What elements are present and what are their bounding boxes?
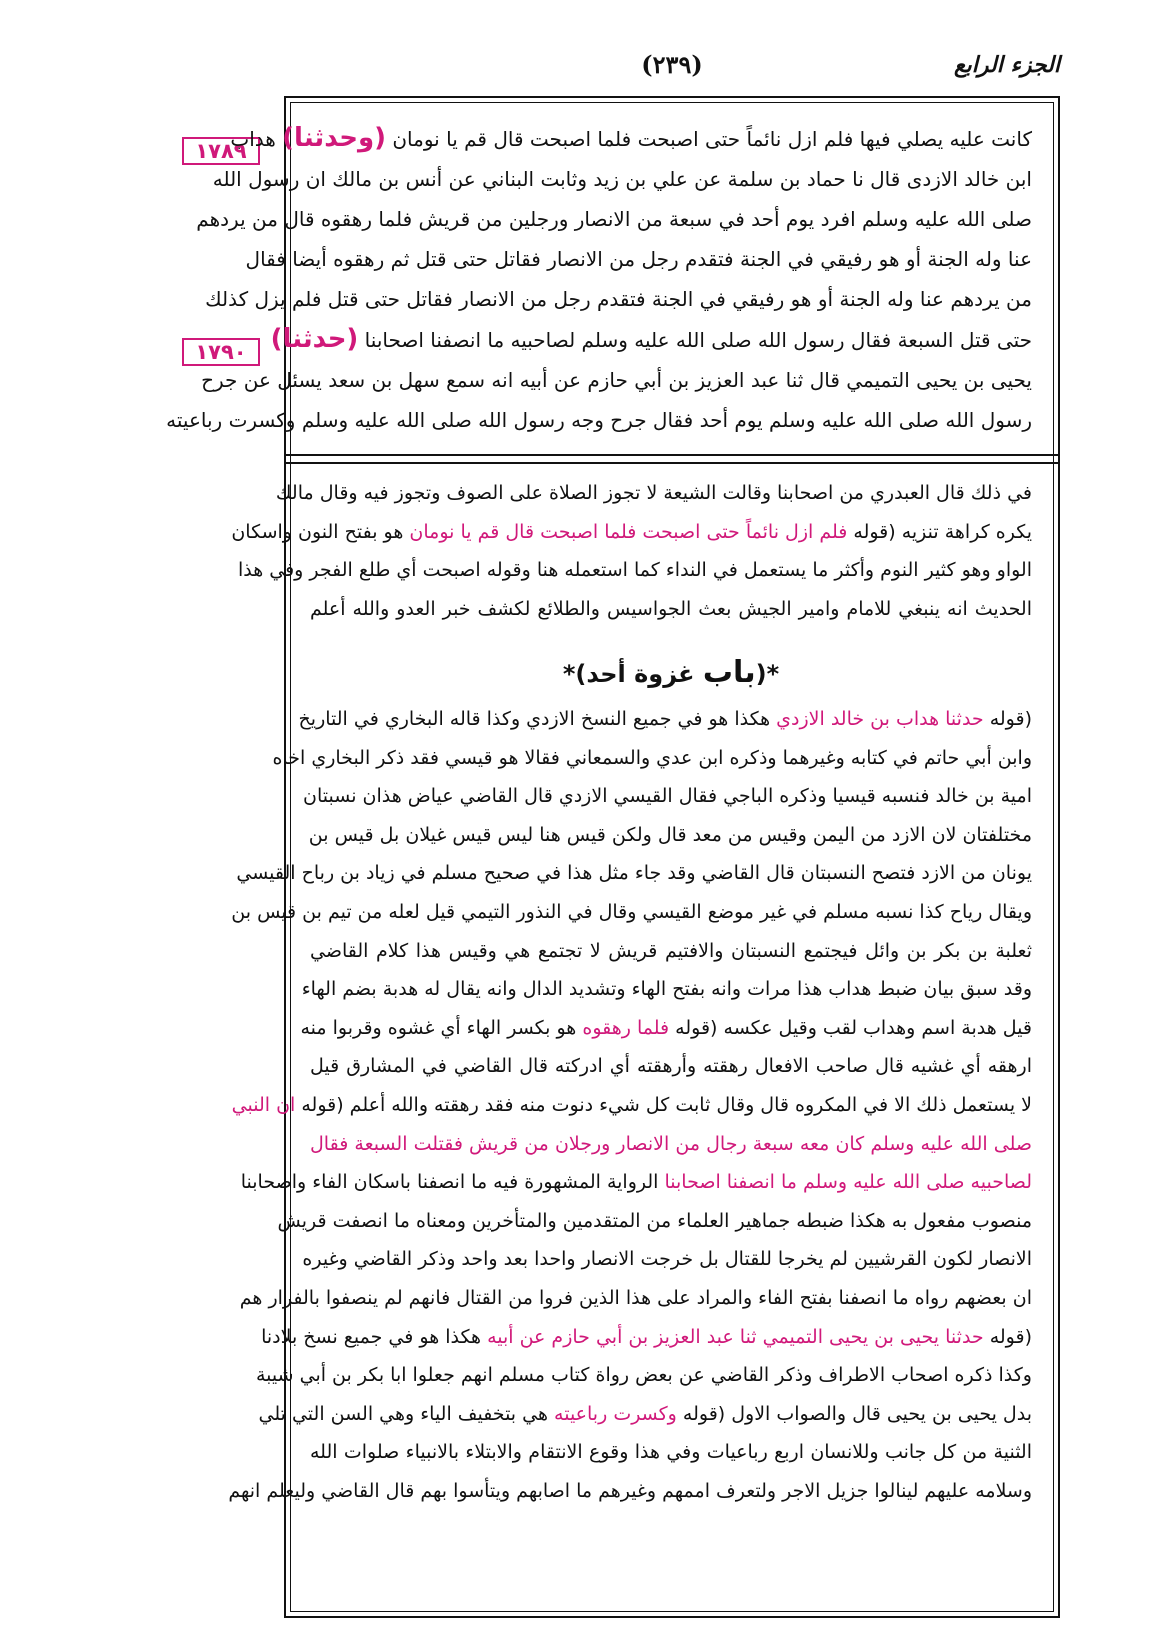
- text-line: [303, 777, 1032, 816]
- quoted-phrase: صلى الله عليه وسلم كان معه سبعة رجال من الانصار ورجلان من قريش فقتلت السبعة فقال: [310, 1132, 1032, 1155]
- text-segment: حتى قتل السبعة فقال رسول الله صلى الله عليه وسلم لصاحبيه ما انصفنا اصحابنا: [358, 328, 1032, 352]
- text-segment: هداب: [230, 127, 283, 151]
- text-segment: الواو وهو كثير النوم وأكثر ما يستعمل في النداء كما استعمله هنا وقوله اصبحت أي طلع الفجر وفي هذا: [237, 559, 1032, 581]
- quoted-phrase: حدثنا هداب بن خالد الازدي: [776, 708, 984, 730]
- text-segment: هي بتخفيف الياء وهي السن التي تلي: [258, 1402, 555, 1425]
- text-line: [256, 1356, 1032, 1395]
- text-segment: كانت عليه يصلي فيها فلم ازل نائماً حتى اصبحت فلما اصبحت قال قم يا نومان: [386, 127, 1032, 151]
- text-line: [231, 513, 1032, 552]
- text-line: [310, 932, 1032, 971]
- text-line: [275, 474, 1032, 513]
- text-segment: يكره كراهة تنزيه (قوله: [847, 520, 1032, 543]
- running-head: [284, 50, 1060, 94]
- commentary-main: [228, 700, 1032, 1510]
- text-segment: هكذا هو في جميع نسخ بلادنا: [261, 1325, 488, 1348]
- text-segment: ابن خالد الازدى قال نا حماد بن سلمة عن علي بن زيد وثابت البناني عن أنس بن مالك ان رسول الله: [212, 167, 1032, 191]
- hadith-number-1789: ١٧٨٩: [182, 137, 260, 165]
- text-segment: صلى الله عليه وسلم افرد يوم أحد في سبعة من الانصار ورجلين من قريش فلما رهقوه قال من يردهم: [196, 207, 1032, 231]
- text-line: [298, 700, 1032, 739]
- text-line: [231, 1086, 1032, 1125]
- text-line: [166, 400, 1032, 440]
- text-segment: مختلفتان لان الازد من اليمن وقيس من معد قال ولكن قيس هنا ليس قيس غيلان بل قيس بن: [308, 823, 1032, 846]
- text-line: [239, 1279, 1032, 1318]
- text-line: [310, 1125, 1032, 1164]
- chapter-suffix: )*: [562, 660, 587, 688]
- text-line: [270, 319, 1032, 360]
- text-line: [300, 1009, 1032, 1048]
- text-line: [258, 1395, 1032, 1434]
- text-line: [205, 279, 1032, 319]
- quoted-phrase: فلم ازل نائماً حتى اصبحت فلما اصبحت قال قم يا نومان: [409, 520, 848, 543]
- text-line: [277, 1202, 1032, 1241]
- text-segment: الرواية المشهورة فيه ما انصفنا باسكان الفاء واصحابنا: [240, 1171, 665, 1194]
- quoted-phrase: فلما رهقوه: [582, 1016, 670, 1039]
- text-line: [212, 159, 1032, 199]
- text-segment: ويقال رياح كذا نسبه مسلم في غير موضع القيسي وقال في النذور التيمي قيل لعله من تيم بن قيس بن: [231, 900, 1032, 923]
- text-line: [240, 1163, 1032, 1202]
- chapter-bab: باب: [702, 655, 756, 690]
- text-segment: ان بعضهم رواه ما انصفنا بفتح الفاء والمراد على هذا الذين فروا من القتال فانهم لم ينصفوا بالفرار هم: [239, 1286, 1032, 1309]
- text-line: [310, 816, 1032, 855]
- text-line: [245, 239, 1032, 279]
- text-segment: هكذا هو في جميع النسخ الازدي وكذا قاله البخاري في التاريخ: [298, 708, 777, 730]
- quoted-phrase: حدثنا يحيى بن يحيى التميمي ثنا عبد العزيز بن أبي حازم عن أبيه: [487, 1325, 984, 1348]
- text-segment: من يردهم عنا وله الجنة أو هو رفيقي في الجنة فتقدم رجل من الانصار فقاتل حتى قتل فلم يزل كذلك: [205, 287, 1032, 311]
- text-segment: هو بفتح النون واسكان: [231, 520, 410, 543]
- text-line: [310, 590, 1032, 629]
- text-segment: (قوله: [983, 1325, 1032, 1348]
- quoted-phrase: لصاحبيه صلى الله عليه وسلم ما انصفنا اصحابنا: [664, 1171, 1032, 1194]
- text-segment: الثنية من كل جانب وللانسان اربع رباعيات وفي هذا وقوع الانتقام والابتلاء بالانبياء صلوات الله: [310, 1441, 1032, 1464]
- text-line: [310, 1047, 1032, 1086]
- chapter-prefix: *(: [755, 660, 780, 688]
- text-line: [230, 118, 1032, 159]
- chapter-heading: [310, 655, 1032, 690]
- text-line: [301, 970, 1032, 1009]
- text-line: [201, 360, 1032, 400]
- text-line: [261, 1318, 1032, 1357]
- hadith-marker: (وحدثنا): [282, 123, 386, 153]
- chapter-title: غزوة أحد: [586, 660, 703, 688]
- text-segment: رسول الله صلى الله عليه وسلم يوم أحد فقال جرح وجه رسول الله صلى الله عليه وسلم وكسرت رباعيته: [166, 408, 1032, 432]
- text-line: [228, 1472, 1032, 1511]
- text-segment: امية بن خالد فنسبه قيسيا وذكره الباجي فقال القيسي الازدي قال القاضي عياض هذان نسبتان: [303, 785, 1032, 808]
- text-segment: في ذلك قال العبدري من اصحابنا وقالت الشيعة لا تجوز الصلاة على الصوف وتجوز فيه وقال مالك: [275, 482, 1032, 504]
- page-number: (٢٣٩): [641, 50, 703, 79]
- text-line: [310, 1433, 1032, 1472]
- text-segment: عنا وله الجنة أو هو رفيقي في الجنة فتقدم رجل من الانصار فقاتل حتى قتل ثم رهقوه أيضا فقال: [245, 247, 1032, 271]
- text-segment: وسلامه عليهم لينالوا جزيل الاجر ولتعرف اممهم وغيرهم ما اصابهم ويتأسوا بهم قال القاضي وليعلم انهم: [228, 1479, 1032, 1502]
- text-segment: الانصار لكون القرشيين لم يخرجا للقتال بل خرجت الانصار واحدا بعد واحد وذكر القاضي وغيره: [302, 1248, 1032, 1271]
- text-segment: (قوله: [983, 708, 1032, 730]
- text-line: [272, 739, 1032, 778]
- commentary-intro: [231, 474, 1032, 628]
- text-segment: قيل هدبة اسم وهداب لقب وقيل عكسه (قوله: [669, 1016, 1032, 1039]
- text-segment: وقد سبق بيان ضبط هداب هذا مرات وانه بفتح الهاء وتشديد الدال وانه يقال له هدبة بضم الهاء: [301, 978, 1032, 1001]
- text-segment: يونان من الازد فتصح النسبتان قال القاضي وقد جاء مثل هذا في صحيح مسلم في زياد بن رباح القيسي: [236, 862, 1032, 885]
- text-segment: لا يستعمل ذلك الا في المكروه قال وقال ثابت كل شيء دنوت منه فقد رهقته والله أعلم (قوله: [295, 1093, 1032, 1116]
- part-title: الجزء الرابع: [953, 52, 1060, 78]
- text-segment: وابن أبي حاتم في كتابه وغيرهما وذكره ابن عدي والسمعاني فقالا هو قيسي فقد ذكر البخاري اخاه: [272, 746, 1032, 769]
- text-line: [302, 1240, 1032, 1279]
- quoted-phrase: وكسرت رباعيته: [554, 1402, 677, 1425]
- text-segment: يحيى بن يحيى التميمي قال ثنا عبد العزيز بن أبي حازم عن أبيه انه سمع سهل بن سعد يسئل عن جرح: [201, 368, 1032, 392]
- text-segment: بدل يحيى بن يحيى قال والصواب الاول (قوله: [676, 1402, 1032, 1425]
- text-segment: هو بكسر الهاء أي غشوه وقربوا منه: [300, 1016, 583, 1039]
- text-segment: منصوب مفعول به هكذا ضبطه جماهير العلماء من المتقدمين والمتأخرين ومعناه ما انصفت قريش: [277, 1209, 1032, 1232]
- section-divider: [284, 454, 1060, 464]
- text-line: [237, 551, 1032, 590]
- hadith-number-1790: ١٧٩٠: [182, 338, 260, 366]
- text-line: [236, 854, 1032, 893]
- text-segment: الحديث انه ينبغي للامام وامير الجيش بعث الجواسيس والطلائع لكشف خبر العدو والله أعلم: [310, 597, 1032, 620]
- quoted-phrase: ان النبي: [231, 1093, 296, 1116]
- text-line: [196, 199, 1032, 239]
- hadith-marker: (حدثنا): [270, 324, 359, 354]
- text-segment: وكذا ذكره اصحاب الاطراف وذكر القاضي عن بعض رواة كتاب مسلم انهم جعلوا ابا بكر بن أبي شيبة: [256, 1364, 1032, 1387]
- text-line: [231, 893, 1032, 932]
- text-segment: ثعلبة بن بكر بن وائل فيجتمع النسبتان والافتيم قريش لا تجتمع هي وقيس هذا كلام القاضي: [310, 939, 1032, 962]
- text-segment: ارهقه أي غشيه قال صاحب الافعال رهقته وأرهقته أي ادركته قال القاضي في المشارق قيل: [310, 1055, 1032, 1078]
